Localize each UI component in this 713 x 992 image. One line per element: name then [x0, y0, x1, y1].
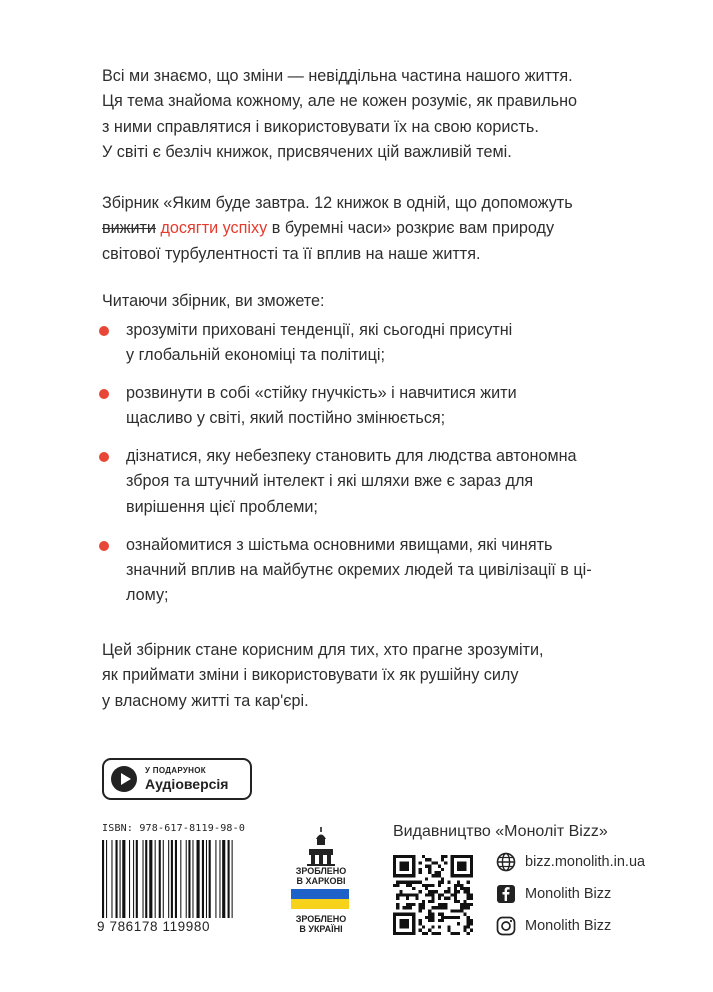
bullet-dot-icon [99, 541, 109, 551]
barcode-icon [102, 840, 266, 918]
audio-gift-label: У ПОДАРУНОК [145, 766, 206, 775]
facebook-contact[interactable] [496, 884, 611, 904]
benefits-list [98, 318, 618, 621]
list-item-line: розвинути в собі «стійку гнучкість» і навчитися жити [126, 384, 517, 403]
made-in-kharkiv-text: ЗРОБЛЕНО В ХАРКОВІ [295, 866, 347, 886]
closing-line: у власному житті та кар'єрі. [102, 691, 309, 710]
instagram-link[interactable]: Monolith Bizz [525, 918, 612, 934]
facebook-link[interactable]: Monolith Bizz [525, 886, 612, 902]
globe-icon [496, 852, 516, 872]
list-item [98, 318, 618, 369]
bullet-dot-icon [99, 452, 109, 462]
publisher-name: Видавництво «Моноліт Bizz» [393, 823, 608, 840]
isbn-label: ISBN: 978-617-8119-98-0 [102, 823, 246, 834]
instagram-icon [496, 916, 516, 936]
qr-code-icon[interactable] [393, 855, 473, 935]
highlight-phrase: досягти успіху [160, 219, 268, 238]
collection-line: Збірник «Яким буде завтра. 12 книжок в одній, що допоможуть [102, 194, 573, 212]
audio-version-badge[interactable] [102, 758, 252, 800]
collection-line [102, 216, 622, 241]
list-item-line: лому; [126, 586, 169, 605]
facebook-icon [496, 884, 516, 904]
collection-line-rest: в буремні часи» розкриє вам природу [267, 219, 555, 238]
collection-line: світової турбулентності та її вплив на наше життя. [102, 244, 481, 263]
intro-line: з ними справлятися і використовувати їх на свою користь. [102, 117, 539, 136]
made-in-ukraine-text: ЗРОБЛЕНО В УКРАЇНІ [295, 914, 347, 934]
closing-paragraph [102, 638, 622, 714]
list-item-line: у глобальній економіці та політиці; [126, 346, 385, 365]
list-item-line: дізнатися, яку небезпеку становить для людства автономна [126, 447, 577, 466]
bullet-dot-icon [99, 389, 109, 399]
list-item-line: зрозуміти приховані тенденції, які сьогодні присутні [126, 321, 513, 339]
list-item-line: значний вплив на майбутнє окремих людей та цивілізації в ці- [126, 560, 592, 579]
lead-line: Читаючи збірник, ви зможете: [102, 292, 325, 310]
play-icon [111, 766, 137, 792]
closing-line: як приймати зміни і використовувати їх як рушійну силу [102, 666, 519, 685]
barcode-digits: 9 786178 119980 [97, 919, 211, 934]
instagram-contact[interactable] [496, 916, 611, 936]
intro-line: Всі ми знаємо, що зміни — невіддільна частина нашого життя. [102, 67, 573, 85]
list-item-line: зброя та штучний інтелект і які шляхи вже є зараз для [126, 472, 534, 491]
website-contact[interactable] [496, 852, 645, 872]
website-link[interactable]: bizz.monolith.in.ua [525, 854, 646, 870]
list-item-line: ознайомитися з шістьма основними явищами, які чинять [126, 535, 553, 554]
list-item [98, 381, 618, 432]
intro-line: Ця тема знайома кожному, але не кожен розуміє, як правильно [102, 92, 578, 111]
list-item-line: щасливо у світі, який постійно змінюється; [126, 409, 446, 428]
bullet-dot-icon [99, 326, 109, 336]
intro-paragraph [102, 64, 622, 165]
collection-paragraph [102, 191, 622, 267]
intro-line: У світі є безліч книжок, присвячених цій важливій темі. [102, 142, 512, 161]
audio-version-label: Аудіоверсія [145, 776, 229, 792]
list-item [98, 533, 618, 609]
struck-word: вижити [102, 219, 156, 238]
closing-line: Цей збірник стане корисним для тих, хто прагне зрозуміти, [102, 641, 544, 659]
list-item-line: вирішення цієї проблеми; [126, 497, 318, 516]
list-item [98, 444, 618, 520]
